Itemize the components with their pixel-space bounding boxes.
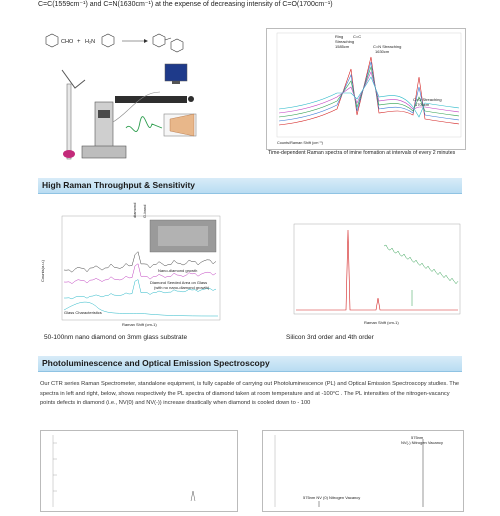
monitor-stand bbox=[172, 81, 180, 84]
benzene-ring-4 bbox=[171, 39, 183, 52]
benzene-ring-2 bbox=[102, 34, 114, 47]
signal-trace bbox=[126, 117, 162, 132]
sem-inset-detail bbox=[158, 226, 208, 246]
instrument-setup-illustration bbox=[40, 62, 240, 162]
annot-wn3: 1700cm bbox=[415, 102, 430, 107]
label-gband: G-band bbox=[142, 204, 147, 218]
monitor-screen bbox=[165, 64, 187, 81]
time-chart-caption: Time-dependent Raman spectra of imine formation at intervals of every 2 minutes bbox=[268, 150, 456, 156]
label-seeded: Diamond Seeded Area on Glass bbox=[150, 280, 208, 285]
silicon-chart bbox=[276, 220, 464, 328]
laser-tube bbox=[115, 96, 187, 103]
pl-description-paragraph: Our CTR series Raman Spectrometer, standalone equipment, is fully capable of carrying out Photoluminescence (PL) and Optical Emission Spectroscopy studies. The spectra in left and right, below, shows respectively the PL spectra of diamond taken at room temperature and at -100°C . The PL intensities of the nitrogen-vacancy points defects in diamond (i.e., NV(0) and NV(-)) increase drastically when diamond is cooled down to - 100 bbox=[40, 381, 460, 407]
diamond-ylabel: Counts(a.u.) bbox=[40, 259, 45, 282]
pl-right-label1: 575nm bbox=[411, 435, 424, 440]
reactant1-label: CHO bbox=[61, 39, 74, 45]
annot-ring: Ring bbox=[335, 34, 344, 39]
time-dependent-raman-chart bbox=[266, 28, 466, 150]
sample-vial bbox=[63, 150, 75, 158]
label-diamond: diamond bbox=[132, 202, 137, 218]
silicon-xlabel: Raman Shift (cm-1) bbox=[364, 320, 399, 325]
laser-head bbox=[188, 96, 194, 102]
section-bar-throughput bbox=[38, 178, 462, 194]
section-title-pl: Photoluminescence and Optical Emission Spectroscopy bbox=[42, 358, 270, 368]
section-title-throughput: High Raman Throughput & Sensitivity bbox=[42, 180, 196, 190]
reaction-arrowhead bbox=[144, 39, 148, 43]
spectrometer-body bbox=[95, 102, 113, 150]
silicon-plot-area bbox=[294, 224, 460, 314]
section-bar-pl bbox=[38, 356, 462, 372]
time-chart-svg bbox=[267, 29, 465, 149]
spectrometer-base bbox=[82, 146, 126, 158]
spectrometer-port bbox=[98, 110, 110, 118]
annot-cc: C=C bbox=[353, 34, 362, 39]
benzene-ring-3 bbox=[153, 34, 165, 47]
reactant2-label: H₂N bbox=[85, 39, 96, 45]
time-chart-plot-area bbox=[277, 33, 461, 137]
annot-streaching1: Streaching bbox=[335, 39, 355, 44]
annot-wn1: 1585cm bbox=[335, 44, 350, 49]
pl-right-label3: 575nm NV (0) Nitrogen Vacancy bbox=[303, 495, 361, 500]
probe-clamp bbox=[62, 70, 85, 88]
pl-chart-room-temp bbox=[40, 430, 238, 512]
reaction-svg bbox=[40, 33, 190, 53]
diamond-caption: 50-100nm nano diamond on 3mm glass substrate bbox=[44, 334, 188, 341]
annot-wn2: 1630cm bbox=[375, 49, 390, 54]
plus-sign: + bbox=[77, 39, 81, 45]
benzene-ring-1 bbox=[46, 34, 58, 47]
pl-right-label2: NV(-) Nitrogen Vacancy bbox=[401, 440, 443, 445]
annot-cn: C=N Streaching bbox=[373, 44, 402, 49]
reaction-scheme bbox=[40, 33, 190, 53]
intro-line: C=C(1559cm⁻¹) and C=N(1630cm⁻¹) at the expense of decreasing intensity of C=O(1700cm⁻¹) bbox=[38, 1, 333, 8]
probe-rod bbox=[67, 84, 71, 159]
pl-left-peak bbox=[191, 491, 195, 501]
imine-bond bbox=[165, 38, 171, 40]
silicon-caption: Silicon 3rd order and 4th order bbox=[286, 334, 374, 341]
label-nano-growth: Nano-diamond growth bbox=[158, 268, 198, 273]
label-glass: Glass Characteristics bbox=[64, 310, 102, 315]
time-chart-xlabel: Counts/Raman Shift (cm⁻¹) bbox=[277, 141, 323, 145]
pl-chart-cooled bbox=[262, 430, 464, 512]
nano-diamond-chart bbox=[38, 202, 224, 330]
label-seeded2: (with no nano-diamond growth) bbox=[154, 285, 210, 290]
annot-co: C=O Streaching bbox=[413, 97, 442, 102]
diamond-xlabel: Raman Shift (cm-1) bbox=[122, 322, 157, 327]
